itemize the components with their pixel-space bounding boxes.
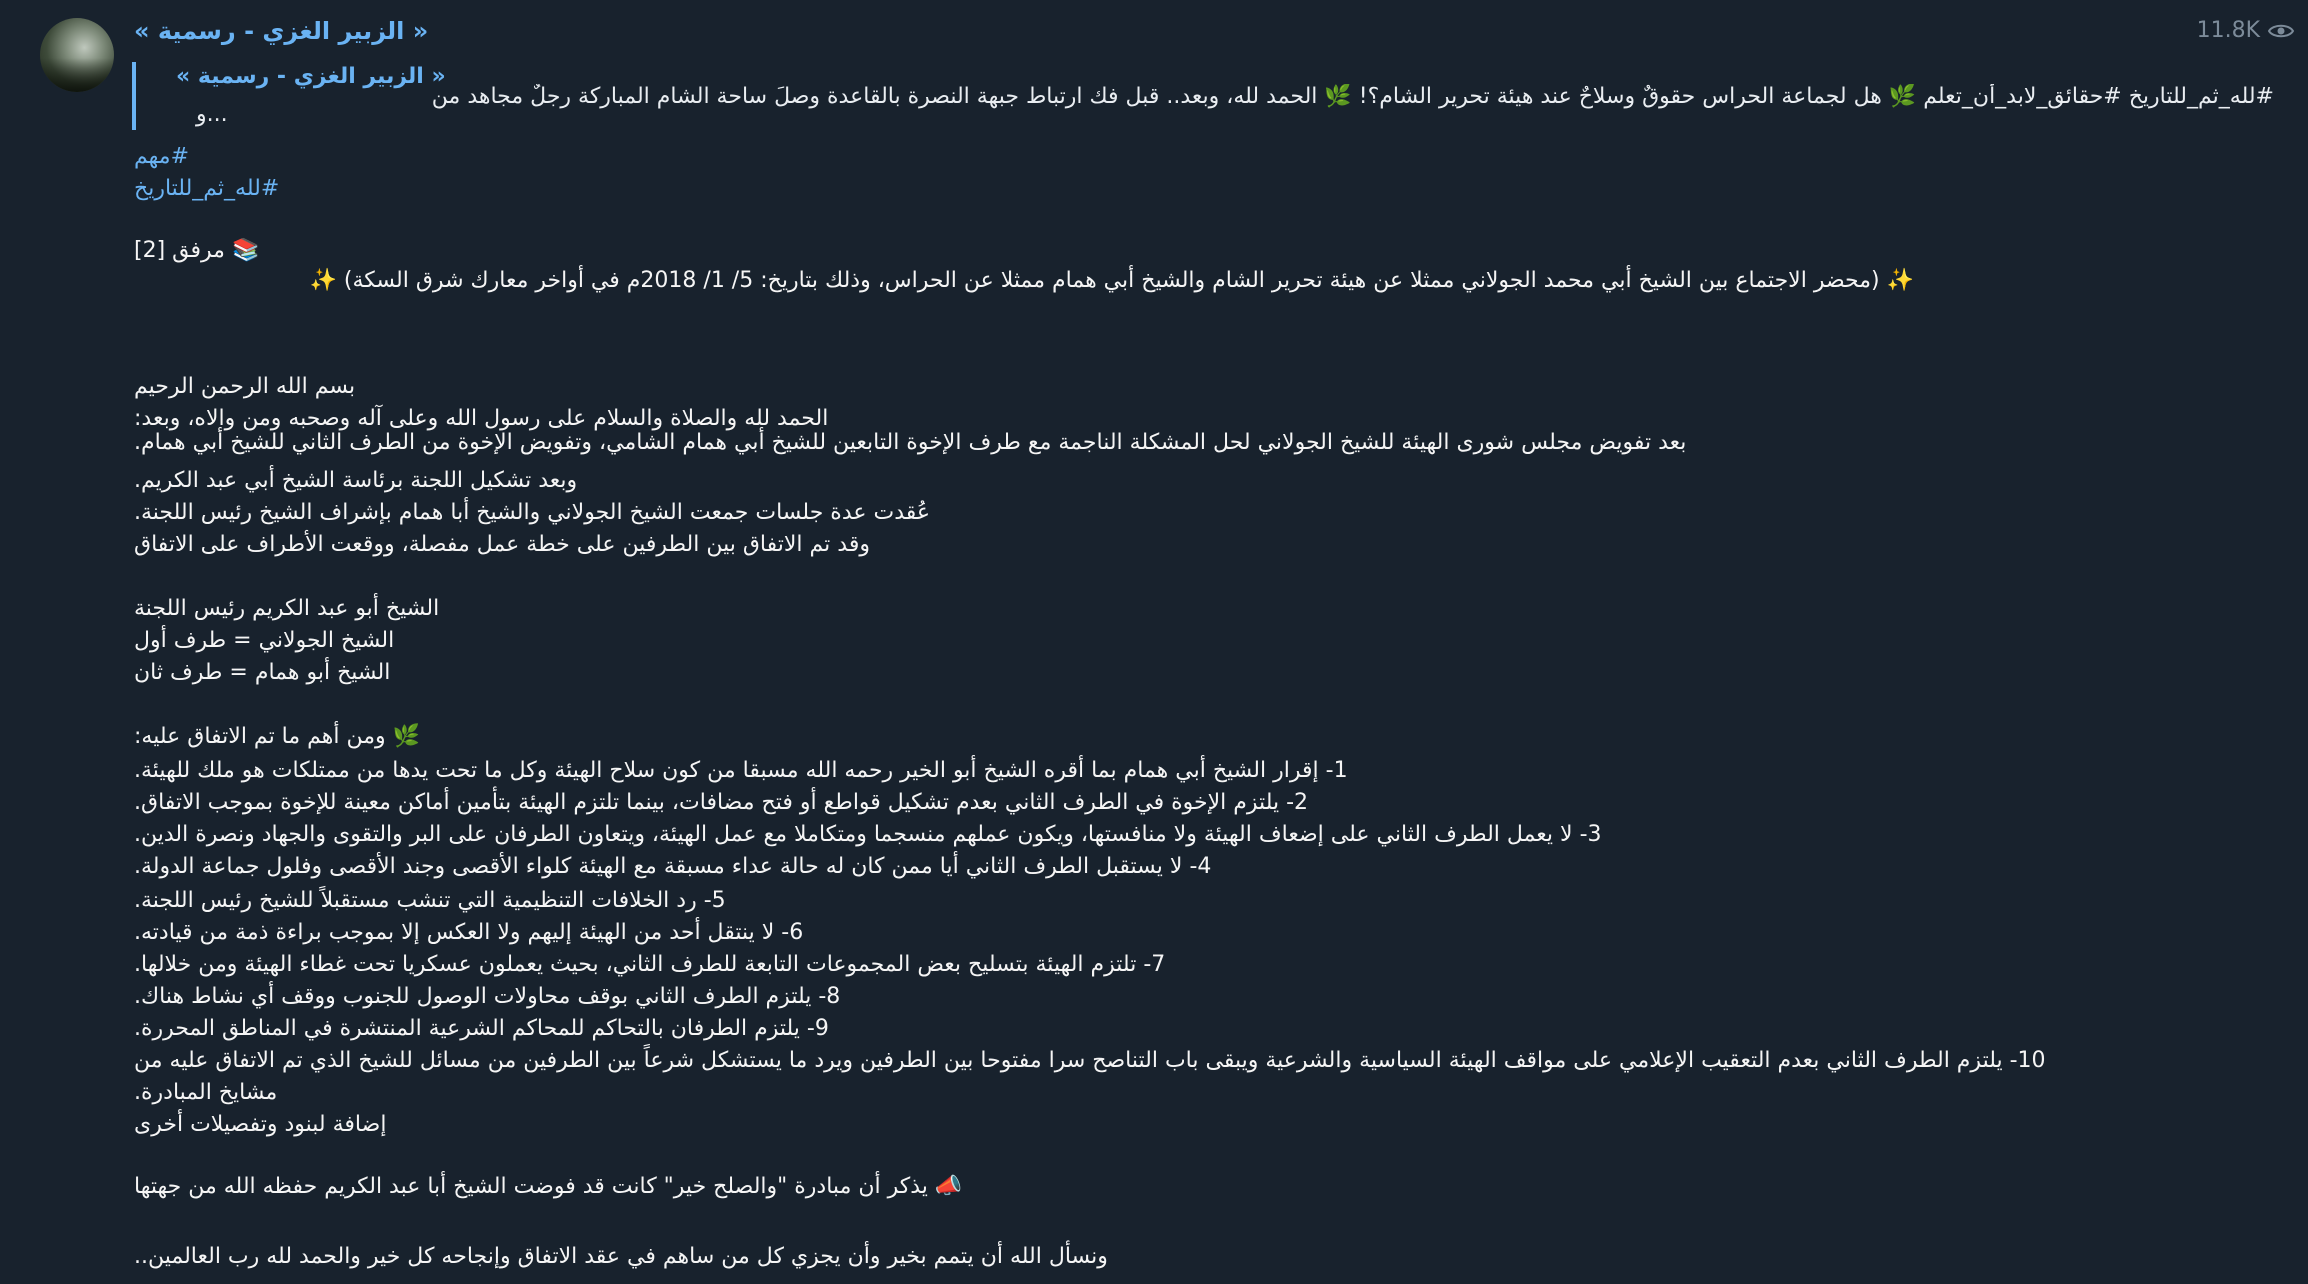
agreement-item-5: 5- رد الخلافات التنظيمية التي تنشب مستقبلاً للشيخ رئيس اللجنة. <box>134 888 726 913</box>
party-first: الشيخ الجولاني = طرف أول <box>134 628 395 653</box>
intro-sessions: عُقدت عدة جلسات جمعت الشيخ الجولاني والشيخ أبا همام بإشراف الشيخ رئيس اللجنة. <box>134 500 931 525</box>
reply-text-continuation: و... <box>196 102 228 127</box>
agreement-item-3: 3- لا يعمل الطرف الثاني على إضعاف الهيئة ولا منافستها، ويكون عملهم منسجما ومتكاملا مع عمل الهيئة، ويتعاون الطرفان على البر والتقوى والجهاد ونصرة الدين. <box>134 822 1602 847</box>
agreement-item-7: 7- تلتزم الهيئة بتسليح بعض المجموعات التابعة للطرف الثاني، بحيث يعملون عسكريا تحت غطاء الهيئة ومن خلالها. <box>134 952 1166 977</box>
reply-sender-name: « الزبير الغزي - رسمية » <box>176 64 446 89</box>
views-counter <box>2197 18 2294 43</box>
party-chair: الشيخ أبو عبد الكريم رئيس اللجنة <box>134 596 440 621</box>
party-second: الشيخ أبو همام = طرف ثان <box>134 660 391 685</box>
closing-prayer: ونسأل الله أن يتمم بخير وأن يجزي كل من ساهم في عقد الاتفاق وإنجاحه كل خير والحمد لله رب العالمين.. <box>134 1244 1108 1269</box>
agreement-item-9: 9- يلتزم الطرفان بالتحاكم للمحاكم الشرعية المنتشرة في المناطق المحررة. <box>134 1016 829 1041</box>
initiative-note: 📣 يذكر أن مبادرة "والصلح خير" كانت قد فوضت الشيخ أبا عبد الكريم حفظه الله من جهتها <box>134 1174 963 1199</box>
reply-text: #لله_ثم_للتاريخ #حقائق_لابد_أن_تعلم 🌿 هل لجماعة الحراس حقوقٌ وسلاحٌ عند هيئة تحرير الشام؟! 🌿 الحمد لله، وبعد.. قبل فك ارتباط جبهة النصرة بالقاعدة وصلَ ساحة الشام المباركة رجلٌ مجاهد من <box>431 84 2274 109</box>
agreement-item-10-cont: مشايخ المبادرة. <box>134 1080 278 1105</box>
intro-mandate: بعد تفويض مجلس شورى الهيئة للشيخ الجولاني لحل المشكلة الناجمة مع طرف الإخوة التابعين للشيخ أبي همام الشامي، وتفويض الإخوة من الطرف الثاني للشيخ أبي همام. <box>134 430 1687 455</box>
views-count: 11.8K <box>2196 18 2260 43</box>
intro-praise: الحمد لله والصلاة والسلام على رسول الله وعلى آله وصحبه ومن والاه، وبعد: <box>134 406 829 431</box>
avatar-shade <box>40 58 114 92</box>
intro-committee: وبعد تشكيل اللجنة برئاسة الشيخ أبي عبد الكريم. <box>134 468 578 493</box>
hashtag-history[interactable]: #لله_ثم_للتاريخ <box>134 176 280 201</box>
agreement-item-2: 2- يلتزم الإخوة في الطرف الثاني بعدم تشكيل قواطع أو فتح مضافات، بينما تلتزم الهيئة بتأمين أماكن معينة للإخوة بموجب الاتفاق. <box>134 790 1309 815</box>
agreement-item-4: 4- لا يستقبل الطرف الثاني أيا ممن كان له حالة عداء مسبقة مع الهيئة كلواء الأقصى وجند الأقصى وفلول جماعة الدولة. <box>134 854 1212 879</box>
meeting-header: ✨ (محضر الاجتماع بين الشيخ أبي محمد الجولاني ممثلا عن هيئة تحرير الشام والشيخ أبي همام ممثلا عن الحراس، وذلك بتاريخ: 5/ 1/ 2018م في أواخر معارك شرق السكة) ✨ <box>309 268 1914 293</box>
attachment-line: 📚 مرفق [2] <box>134 238 260 263</box>
agreement-additional: إضافة لبنود وتفصيلات أخرى <box>134 1112 387 1137</box>
reply-preview[interactable] <box>132 62 2286 130</box>
basmala: بسم الله الرحمن الرحيم <box>134 374 356 399</box>
agreement-intro: 🌿 ومن أهم ما تم الاتفاق عليه: <box>134 724 421 749</box>
intro-agreement: وقد تم الاتفاق بين الطرفين على خطة عمل مفصلة، ووقعت الأطراف على الاتفاق <box>134 532 870 557</box>
agreement-item-10: 10- يلتزم الطرف الثاني بعدم التعقيب الإعلامي على مواقف الهيئة السياسية والشرعية ويبقى باب التناصح سرا مفتوحا بين الطرفين ويرد ما يستشكل شرعاً بين الطرفين من مسائل للشيخ الذي تم الاتفاق عليه من <box>134 1048 2046 1073</box>
agreement-item-6: 6- لا ينتقل أحد من الهيئة إليهم ولا العكس إلا بموجب براءة ذمة من قيادته. <box>134 920 804 945</box>
channel-avatar[interactable] <box>40 18 114 92</box>
agreement-item-8: 8- يلتزم الطرف الثاني بوقف محاولات الوصول للجنوب ووقف أي نشاط هناك. <box>134 984 841 1009</box>
hashtag-important[interactable]: #مهم <box>134 144 189 169</box>
agreement-item-1: 1- إقرار الشيخ أبي همام بما أقره الشيخ أبو الخير رحمه الله مسبقا من كون سلاح الهيئة وكل ما تحت يدها من ممتلكات هو ملك للهيئة. <box>134 758 1348 783</box>
eye-icon <box>2268 22 2294 40</box>
sender-name[interactable]: « الزبير الغزي - رسمية » <box>134 17 429 45</box>
